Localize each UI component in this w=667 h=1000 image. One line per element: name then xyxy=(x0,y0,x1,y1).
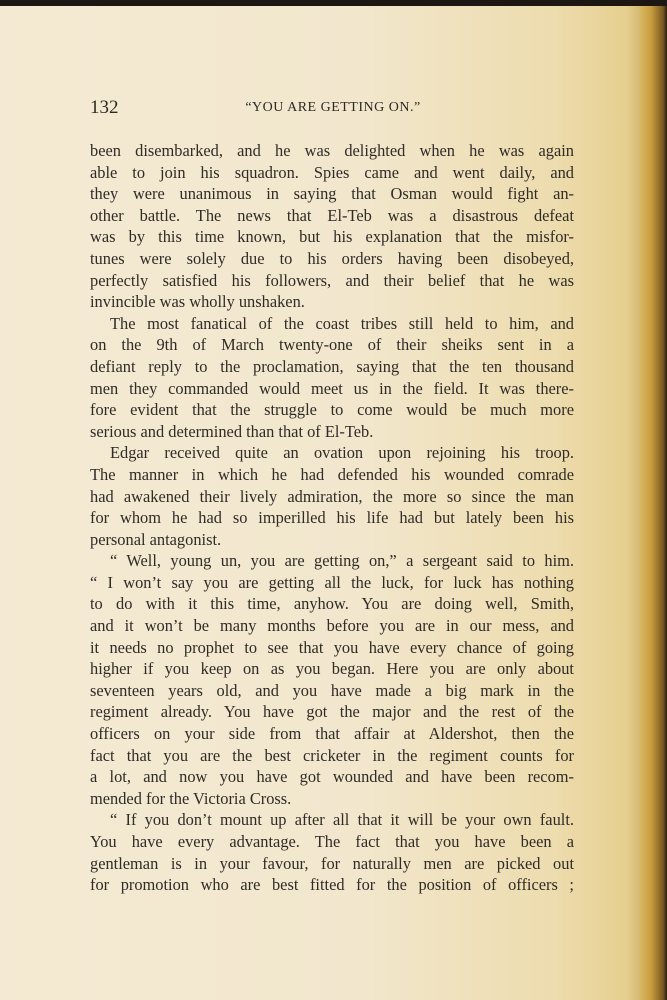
text-line: You have every advantage. The fact that you have been a xyxy=(90,832,574,851)
text-line: The most fanatical of the coast tribes still held to him, and xyxy=(110,313,574,333)
text-line: perfectly satisfied his followers, and their belief that he was xyxy=(90,270,574,290)
text-line: The manner in which he had defended his wounded comrade xyxy=(90,464,574,484)
text-line: personal antagonist. xyxy=(90,529,222,549)
text-line: fact that you are the best cricketer in the regiment counts for xyxy=(90,745,574,765)
text-line: defiant reply to the proclamation, saying that the ten thousand xyxy=(90,356,574,376)
text-line: “ If you don’t mount up after all that it will be your own fault. xyxy=(110,810,574,830)
text-line: for promotion who are best fitted for the position of officers ; xyxy=(90,875,574,895)
text-line: higher if you keep on as you began. Here you are only about xyxy=(90,659,574,679)
text-line: seventeen years old, and you have made a big mark in the xyxy=(90,680,574,700)
text-line: mended for the Victoria Cross. xyxy=(90,788,292,808)
text-line: they were unanimous in saying that Osman would fight an- xyxy=(90,184,574,204)
paragraph xyxy=(90,809,574,895)
text-line: serious and determined than that of El-Teb. xyxy=(90,421,374,441)
text-line: Edgar received quite an ovation upon rejoining his troop. xyxy=(110,443,574,463)
text-line: gentleman is in your favour, for naturally men are picked out xyxy=(90,853,574,873)
paragraph xyxy=(90,550,574,809)
body-text xyxy=(90,140,574,896)
text-line: officers on your side from that affair at Aldershot, then the xyxy=(90,724,574,744)
text-line: men they commanded would meet us in the field. It was there- xyxy=(90,378,574,398)
text-line: and it won’t be many months before you are in our mess, and xyxy=(90,616,574,636)
page-header xyxy=(90,97,576,127)
text-line: other battle. The news that El-Teb was a disastrous defeat xyxy=(90,205,574,225)
text-line: had awakened their lively admiration, the more so since the man xyxy=(90,486,574,506)
text-line: “ I won’t say you are getting all the luck, for luck has nothing xyxy=(90,572,574,592)
text-line: was by this time known, but his explanation that the misfor- xyxy=(90,227,574,247)
running-title: “YOU ARE GETTING ON.” xyxy=(245,100,421,115)
text-line: on the 9th of March twenty-one of their sheiks sent in a xyxy=(90,335,574,355)
text-line: invincible was wholly unshaken. xyxy=(90,292,305,312)
text-line: been disembarked, and he was delighted when he was again xyxy=(90,141,574,160)
text-line: regiment already. You have got the major and the rest of the xyxy=(90,702,574,722)
page-number: 132 xyxy=(90,97,119,118)
page-edge xyxy=(640,6,667,1000)
text-line: a lot, and now you have got wounded and have been recom- xyxy=(90,767,574,787)
paragraph xyxy=(90,313,574,443)
paragraph xyxy=(90,442,574,550)
text-line: to do with it this time, anyhow. You are doing well, Smith, xyxy=(90,594,574,614)
text-line: it needs no prophet to see that you have every chance of going xyxy=(90,637,574,657)
text-line: fore evident that the struggle to come would be much more xyxy=(90,400,574,420)
text-line: “ Well, young un, you are getting on,” a sergeant said to him. xyxy=(110,551,574,571)
paragraph xyxy=(90,140,574,313)
text-line: tunes were solely due to his orders having been disobeyed, xyxy=(90,248,574,268)
text-line: for whom he had so imperilled his life had but lately been his xyxy=(90,508,574,528)
text-line: able to join his squadron. Spies came and went daily, and xyxy=(90,162,574,182)
